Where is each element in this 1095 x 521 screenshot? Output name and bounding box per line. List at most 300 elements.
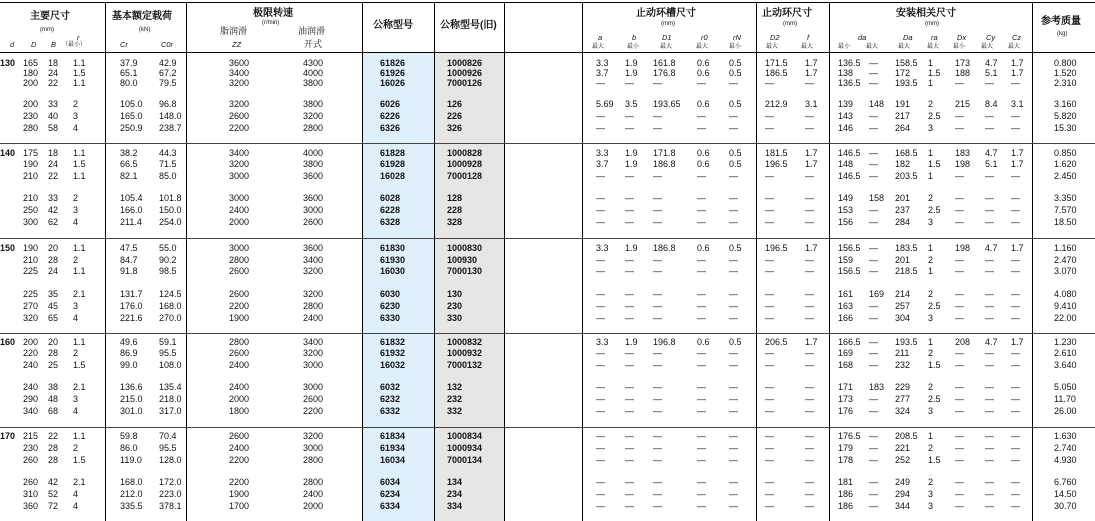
cell-cy: — bbox=[985, 266, 994, 276]
cell-d1: 161.8 bbox=[653, 58, 676, 68]
cell-a: — bbox=[596, 313, 605, 323]
cell-da: 208.5 bbox=[895, 431, 918, 441]
cell-b: — bbox=[625, 360, 634, 370]
cell-zz: 3000 bbox=[229, 193, 250, 203]
cell-f: — bbox=[805, 289, 814, 299]
cell-da: 211 bbox=[895, 348, 910, 358]
cell-f: 3.1 bbox=[805, 99, 818, 109]
cell-ra: 2 bbox=[928, 255, 934, 265]
cell-mass: 3.640 bbox=[1054, 360, 1077, 370]
cell-b: 1.9 bbox=[625, 148, 638, 158]
cell-d2: — bbox=[765, 406, 774, 416]
cell-old: 134 bbox=[447, 477, 463, 487]
cell-zz: 3000 bbox=[229, 171, 250, 181]
cell-da1: 146.5 bbox=[838, 148, 861, 158]
cell-d: 270 bbox=[23, 301, 39, 311]
header-sym-cz: Cz bbox=[1012, 33, 1022, 42]
cell-rn: — bbox=[729, 123, 738, 133]
header-sym-d2: D2 bbox=[770, 33, 780, 42]
cell-c0r: 148.0 bbox=[159, 111, 182, 121]
header-sym-da: da bbox=[858, 33, 867, 42]
cell-f: — bbox=[805, 123, 814, 133]
cell-b: 52 bbox=[48, 489, 59, 499]
cell-mass: 7.570 bbox=[1054, 205, 1077, 215]
cell-a: — bbox=[596, 123, 605, 133]
cell-cz: — bbox=[1011, 266, 1020, 276]
cell-c0r: 238.7 bbox=[159, 123, 182, 133]
cell-old: 1000932 bbox=[447, 348, 483, 358]
cell-model: 6226 bbox=[380, 111, 401, 121]
cell-r0: — bbox=[697, 382, 706, 392]
cell-zz: 2200 bbox=[229, 477, 250, 487]
cell-b: — bbox=[625, 123, 634, 133]
cell-r: 4 bbox=[73, 313, 79, 323]
cell-dx: 188 bbox=[955, 68, 971, 78]
cell-cz: 1.7 bbox=[1011, 337, 1024, 347]
header-limit: 最大 bbox=[1008, 44, 1021, 50]
cell-d1: — bbox=[653, 477, 662, 487]
cell-r: 1.1 bbox=[73, 431, 86, 441]
cell-ra: 1 bbox=[928, 171, 934, 181]
cell-r0: — bbox=[697, 301, 706, 311]
header-main-dims: 主要尺寸 bbox=[30, 11, 70, 22]
cell-old: 328 bbox=[447, 217, 463, 227]
cell-d: 190 bbox=[23, 243, 39, 253]
cell-rn: — bbox=[729, 477, 738, 487]
cell-da2: 169 bbox=[869, 289, 885, 299]
cell-da2: — bbox=[869, 360, 878, 370]
cell-cy: — bbox=[985, 193, 994, 203]
header-sym-rn: rN bbox=[733, 33, 741, 42]
cell-cz: — bbox=[1011, 360, 1020, 370]
cell-da: 257 bbox=[895, 301, 911, 311]
cell-f: 1.7 bbox=[805, 337, 818, 347]
cell-open: 3600 bbox=[303, 193, 324, 203]
cell-zz: 2200 bbox=[229, 301, 250, 311]
cell-da2: — bbox=[869, 348, 878, 358]
cell-r: 4 bbox=[73, 501, 79, 511]
cell-model: 6032 bbox=[380, 382, 401, 392]
cell-r0: 0.6 bbox=[697, 337, 710, 347]
cell-cz: — bbox=[1011, 455, 1020, 465]
cell-f: 1.7 bbox=[805, 58, 818, 68]
cell-d1: — bbox=[653, 193, 662, 203]
cell-da2: — bbox=[869, 455, 878, 465]
cell-f: — bbox=[805, 111, 814, 121]
cell-d: 250 bbox=[23, 205, 39, 215]
cell-da: 249 bbox=[895, 477, 911, 487]
cell-b: 25 bbox=[48, 360, 59, 370]
cell-b: — bbox=[625, 501, 634, 511]
cell-cr: 168.0 bbox=[120, 477, 143, 487]
cell-da2: — bbox=[869, 431, 878, 441]
header-sym-r0: r0 bbox=[701, 33, 708, 42]
cell-old: 1000830 bbox=[447, 243, 483, 253]
header-mount: 安装相关尺寸 bbox=[896, 8, 956, 19]
cell-b: 38 bbox=[48, 382, 59, 392]
cell-da2: — bbox=[869, 337, 878, 347]
cell-da: 217 bbox=[895, 111, 911, 121]
cell-b: 24 bbox=[48, 159, 59, 169]
cell-cy: — bbox=[985, 289, 994, 299]
cell-r: 3 bbox=[73, 111, 79, 121]
cell-cy: 4.7 bbox=[985, 243, 998, 253]
cell-b: — bbox=[625, 217, 634, 227]
cell-open: 3200 bbox=[303, 431, 324, 441]
cell-da: 304 bbox=[895, 313, 911, 323]
cell-d2: — bbox=[765, 313, 774, 323]
cell-a: — bbox=[596, 255, 605, 265]
cell-f: — bbox=[805, 301, 814, 311]
cell-r: 1.1 bbox=[73, 148, 86, 158]
cell-ra: 1 bbox=[928, 243, 934, 253]
cell-da1: 146 bbox=[838, 123, 854, 133]
cell-da1: 159 bbox=[838, 255, 854, 265]
cell-rn: — bbox=[729, 348, 738, 358]
cell-old: 1000826 bbox=[447, 58, 483, 68]
header-mass: 参考质量 bbox=[1041, 16, 1081, 27]
cell-cy: — bbox=[985, 78, 994, 88]
cell-d1: 193.65 bbox=[653, 99, 681, 109]
cell-a: — bbox=[596, 301, 605, 311]
cell-cz: 1.7 bbox=[1011, 58, 1024, 68]
cell-f: — bbox=[805, 255, 814, 265]
cell-da: 264 bbox=[895, 123, 911, 133]
cell-old: 7000130 bbox=[447, 266, 483, 276]
cell-r0: — bbox=[697, 217, 706, 227]
cell-b: 1.9 bbox=[625, 337, 638, 347]
cell-b: 22 bbox=[48, 78, 59, 88]
cell-mass: 9.410 bbox=[1054, 301, 1077, 311]
cell-mass: 1.520 bbox=[1054, 68, 1077, 78]
header-sym-a: a bbox=[598, 33, 603, 42]
cell-c0r: 95.5 bbox=[159, 443, 177, 453]
cell-da1: 176.5 bbox=[838, 431, 861, 441]
cell-b: 28 bbox=[48, 443, 59, 453]
cell-cz: — bbox=[1011, 406, 1020, 416]
cell-c0r: 218.0 bbox=[159, 394, 182, 404]
cell-dx: — bbox=[955, 171, 964, 181]
cell-c0r: 378.1 bbox=[159, 501, 182, 511]
cell-b: — bbox=[625, 455, 634, 465]
header-sym-D: D bbox=[31, 40, 37, 49]
cell-r: 1.5 bbox=[73, 159, 86, 169]
cell-cz: — bbox=[1011, 78, 1020, 88]
cell-a: — bbox=[596, 205, 605, 215]
cell-old: 226 bbox=[447, 111, 463, 121]
cell-mass: 1.230 bbox=[1054, 337, 1077, 347]
cell-f: — bbox=[805, 348, 814, 358]
cell-da2: — bbox=[869, 255, 878, 265]
header-main-dims-unit: (mm) bbox=[40, 27, 54, 33]
cell-r: 4 bbox=[73, 217, 79, 227]
cell-a: 3.7 bbox=[596, 159, 609, 169]
cell-b: 33 bbox=[48, 193, 59, 203]
cell-ra: 1.5 bbox=[928, 68, 941, 78]
cell-a: 5.69 bbox=[596, 99, 614, 109]
cell-rn: — bbox=[729, 255, 738, 265]
cell-r0: — bbox=[697, 477, 706, 487]
cell-zz: 1800 bbox=[229, 406, 250, 416]
cell-f: — bbox=[805, 455, 814, 465]
cell-d1: 176.8 bbox=[653, 68, 676, 78]
cell-open: 2800 bbox=[303, 477, 324, 487]
cell-rn: 0.5 bbox=[729, 243, 742, 253]
cell-cr: 335.5 bbox=[120, 501, 143, 511]
cell-open: 2600 bbox=[303, 394, 324, 404]
cell-da: 294 bbox=[895, 489, 911, 499]
cell-a: — bbox=[596, 489, 605, 499]
cell-rn: — bbox=[729, 289, 738, 299]
cell-da1: 138 bbox=[838, 68, 854, 78]
cell-mass: 30.70 bbox=[1054, 501, 1077, 511]
cell-open: 3000 bbox=[303, 360, 324, 370]
cell-d2: 212.9 bbox=[765, 99, 788, 109]
cell-d1: — bbox=[653, 382, 662, 392]
cell-dx: — bbox=[955, 406, 964, 416]
cell-r0: — bbox=[697, 501, 706, 511]
cell-old: 7000134 bbox=[447, 455, 483, 465]
cell-r0: 0.6 bbox=[697, 58, 710, 68]
cell-d: 260 bbox=[23, 455, 39, 465]
cell-d: 240 bbox=[23, 382, 39, 392]
cell-open: 2400 bbox=[303, 313, 324, 323]
cell-cr: 165.0 bbox=[120, 111, 143, 121]
cell-d: 190 bbox=[23, 159, 39, 169]
cell-c0r: 59.1 bbox=[159, 337, 177, 347]
cell-ra: 2 bbox=[928, 382, 934, 392]
cell-rn: — bbox=[729, 382, 738, 392]
cell-da2: — bbox=[869, 159, 878, 169]
cell-r: 1.1 bbox=[73, 58, 86, 68]
cell-da1: 149 bbox=[838, 193, 854, 203]
header-limit: 最小 bbox=[838, 44, 851, 50]
cell-d1: — bbox=[653, 431, 662, 441]
header-speed: 极限转速 bbox=[253, 8, 293, 19]
cell-open: 2200 bbox=[303, 406, 324, 416]
cell-zz: 2800 bbox=[229, 337, 250, 347]
header-limit: 最大 bbox=[592, 44, 605, 50]
cell-c0r: 254.0 bbox=[159, 217, 182, 227]
cell-open: 3800 bbox=[303, 99, 324, 109]
cell-ra: 3 bbox=[928, 489, 934, 499]
cell-open: 3600 bbox=[303, 171, 324, 181]
cell-cz: — bbox=[1011, 301, 1020, 311]
cell-cz: — bbox=[1011, 123, 1020, 133]
cell-zz: 2400 bbox=[229, 360, 250, 370]
cell-ra: 1 bbox=[928, 431, 934, 441]
cell-cy: 8.4 bbox=[985, 99, 998, 109]
cell-mass: 26.00 bbox=[1054, 406, 1077, 416]
cell-d2: — bbox=[765, 382, 774, 392]
cell-r: 2 bbox=[73, 443, 79, 453]
cell-cy: — bbox=[985, 489, 994, 499]
cell-old: 1000934 bbox=[447, 443, 483, 453]
cell-da2: 148 bbox=[869, 99, 885, 109]
cell-da1: 148 bbox=[838, 159, 854, 169]
cell-ra: 2.5 bbox=[928, 394, 941, 404]
cell-r0: — bbox=[697, 348, 706, 358]
cell-r0: 0.6 bbox=[697, 148, 710, 158]
cell-mass: 2.470 bbox=[1054, 255, 1077, 265]
column-divider bbox=[756, 2, 757, 521]
cell-cy: — bbox=[985, 477, 994, 487]
cell-old: 1000926 bbox=[447, 68, 483, 78]
cell-f: — bbox=[805, 193, 814, 203]
cell-d2: — bbox=[765, 205, 774, 215]
cell-r0: — bbox=[697, 289, 706, 299]
cell-d1: — bbox=[653, 123, 662, 133]
cell-cr: 84.7 bbox=[120, 255, 138, 265]
cell-old: 1000834 bbox=[447, 431, 483, 441]
cell-a: — bbox=[596, 406, 605, 416]
cell-da1: 168 bbox=[838, 360, 854, 370]
cell-model: 6232 bbox=[380, 394, 401, 404]
cell-da: 193.5 bbox=[895, 78, 918, 88]
cell-da1: 153 bbox=[838, 205, 854, 215]
cell-zz: 2800 bbox=[229, 255, 250, 265]
cell-d2: 181.5 bbox=[765, 148, 788, 158]
cell-da2: — bbox=[869, 266, 878, 276]
cell-open: 3400 bbox=[303, 255, 324, 265]
column-divider bbox=[829, 2, 830, 521]
cell-c0r: 223.0 bbox=[159, 489, 182, 499]
cell-da: 203.5 bbox=[895, 171, 918, 181]
cell-da1: 181 bbox=[838, 477, 854, 487]
cell-a: — bbox=[596, 217, 605, 227]
cell-open: 2800 bbox=[303, 123, 324, 133]
cell-d2: — bbox=[765, 111, 774, 121]
cell-d: 200 bbox=[23, 78, 39, 88]
cell-c0r: 42.9 bbox=[159, 58, 177, 68]
cell-rn: — bbox=[729, 193, 738, 203]
cell-d: 340 bbox=[23, 406, 39, 416]
cell-zz: 2600 bbox=[229, 266, 250, 276]
cell-b: 1.9 bbox=[625, 68, 638, 78]
cell-da: 237 bbox=[895, 205, 911, 215]
cell-f: — bbox=[805, 394, 814, 404]
cell-b: — bbox=[625, 348, 634, 358]
cell-rn: 0.5 bbox=[729, 99, 742, 109]
cell-r0: 0.6 bbox=[697, 99, 710, 109]
cell-r: 1.1 bbox=[73, 243, 86, 253]
cell-d: 310 bbox=[23, 489, 39, 499]
cell-cy: 4.7 bbox=[985, 337, 998, 347]
cell-r0: — bbox=[697, 78, 706, 88]
cell-cr: 211.4 bbox=[120, 217, 142, 227]
cell-model: 6034 bbox=[380, 477, 401, 487]
column-divider bbox=[1032, 2, 1033, 521]
cell-da: 218.5 bbox=[895, 266, 918, 276]
group-rule bbox=[0, 333, 1095, 334]
cell-model: 6026 bbox=[380, 99, 401, 109]
cell-d: 210 bbox=[23, 171, 39, 181]
cell-zz: 3200 bbox=[229, 99, 250, 109]
cell-model: 61834 bbox=[380, 431, 406, 441]
cell-d: 360 bbox=[23, 501, 39, 511]
cell-old: 7000126 bbox=[447, 78, 483, 88]
cell-open: 3000 bbox=[303, 443, 324, 453]
cell-da2: 158 bbox=[869, 193, 885, 203]
cell-old: 1000828 bbox=[447, 148, 483, 158]
cell-da: 284 bbox=[895, 217, 911, 227]
cell-model: 61830 bbox=[380, 243, 406, 253]
cell-f: — bbox=[805, 266, 814, 276]
cell-r0: — bbox=[697, 111, 706, 121]
cell-dx: — bbox=[955, 193, 964, 203]
cell-c0r: 85.0 bbox=[159, 171, 177, 181]
cell-cz: — bbox=[1011, 489, 1020, 499]
cell-b: — bbox=[625, 313, 634, 323]
cell-cr: 38.2 bbox=[120, 148, 138, 158]
cell-dx: — bbox=[955, 289, 964, 299]
cell-cr: 212.0 bbox=[120, 489, 143, 499]
cell-b: 33 bbox=[48, 99, 59, 109]
cell-a: — bbox=[596, 266, 605, 276]
cell-d: 260 bbox=[23, 477, 39, 487]
cell-r0: — bbox=[697, 431, 706, 441]
cell-dx: — bbox=[955, 301, 964, 311]
cell-cz: — bbox=[1011, 431, 1020, 441]
cell-b: 72 bbox=[48, 501, 59, 511]
cell-c0r: 128.0 bbox=[159, 455, 182, 465]
cell-da: 201 bbox=[895, 255, 911, 265]
cell-old: 228 bbox=[447, 205, 463, 215]
cell-zz: 2000 bbox=[229, 394, 250, 404]
cell-da2: — bbox=[869, 148, 878, 158]
cell-zz: 2600 bbox=[229, 111, 250, 121]
cell-rn: 0.5 bbox=[729, 68, 742, 78]
cell-cz: — bbox=[1011, 171, 1020, 181]
cell-rn: — bbox=[729, 78, 738, 88]
cell-da2: — bbox=[869, 171, 878, 181]
cell-cy: — bbox=[985, 255, 994, 265]
cell-dx: — bbox=[955, 78, 964, 88]
cell-ra: 2 bbox=[928, 99, 934, 109]
cell-old: 100930 bbox=[447, 255, 478, 265]
cell-open: 3000 bbox=[303, 205, 324, 215]
cell-b: — bbox=[625, 255, 634, 265]
cell-d2: — bbox=[765, 171, 774, 181]
cell-cr: 99.0 bbox=[120, 360, 138, 370]
cell-b: 24 bbox=[48, 68, 59, 78]
cell-cz: — bbox=[1011, 255, 1020, 265]
cell-mass: 5.050 bbox=[1054, 382, 1077, 392]
cell-d: 175 bbox=[23, 148, 39, 158]
cell-mass: 6.760 bbox=[1054, 477, 1077, 487]
header-sym-d1: D1 bbox=[662, 33, 672, 42]
cell-b: — bbox=[625, 443, 634, 453]
cell-da1: 173 bbox=[838, 394, 854, 404]
cell-mass: 1.160 bbox=[1054, 243, 1077, 253]
cell-cr: 301.0 bbox=[120, 406, 143, 416]
cell-dx: 215 bbox=[955, 99, 971, 109]
cell-old: 334 bbox=[447, 501, 463, 511]
cell-b: — bbox=[625, 301, 634, 311]
cell-ra: 2 bbox=[928, 289, 934, 299]
cell-da1: 156.5 bbox=[838, 266, 861, 276]
cell-ra: 1.5 bbox=[928, 159, 941, 169]
cell-cy: 4.7 bbox=[985, 58, 998, 68]
cell-cy: — bbox=[985, 360, 994, 370]
cell-cy: 5.1 bbox=[985, 159, 998, 169]
cell-zz: 2600 bbox=[229, 431, 250, 441]
cell-cr: 105.4 bbox=[120, 193, 143, 203]
cell-open: 2400 bbox=[303, 489, 324, 499]
cell-d1: — bbox=[653, 111, 662, 121]
cell-c0r: 90.2 bbox=[159, 255, 177, 265]
header-sym-B: B bbox=[51, 40, 57, 49]
